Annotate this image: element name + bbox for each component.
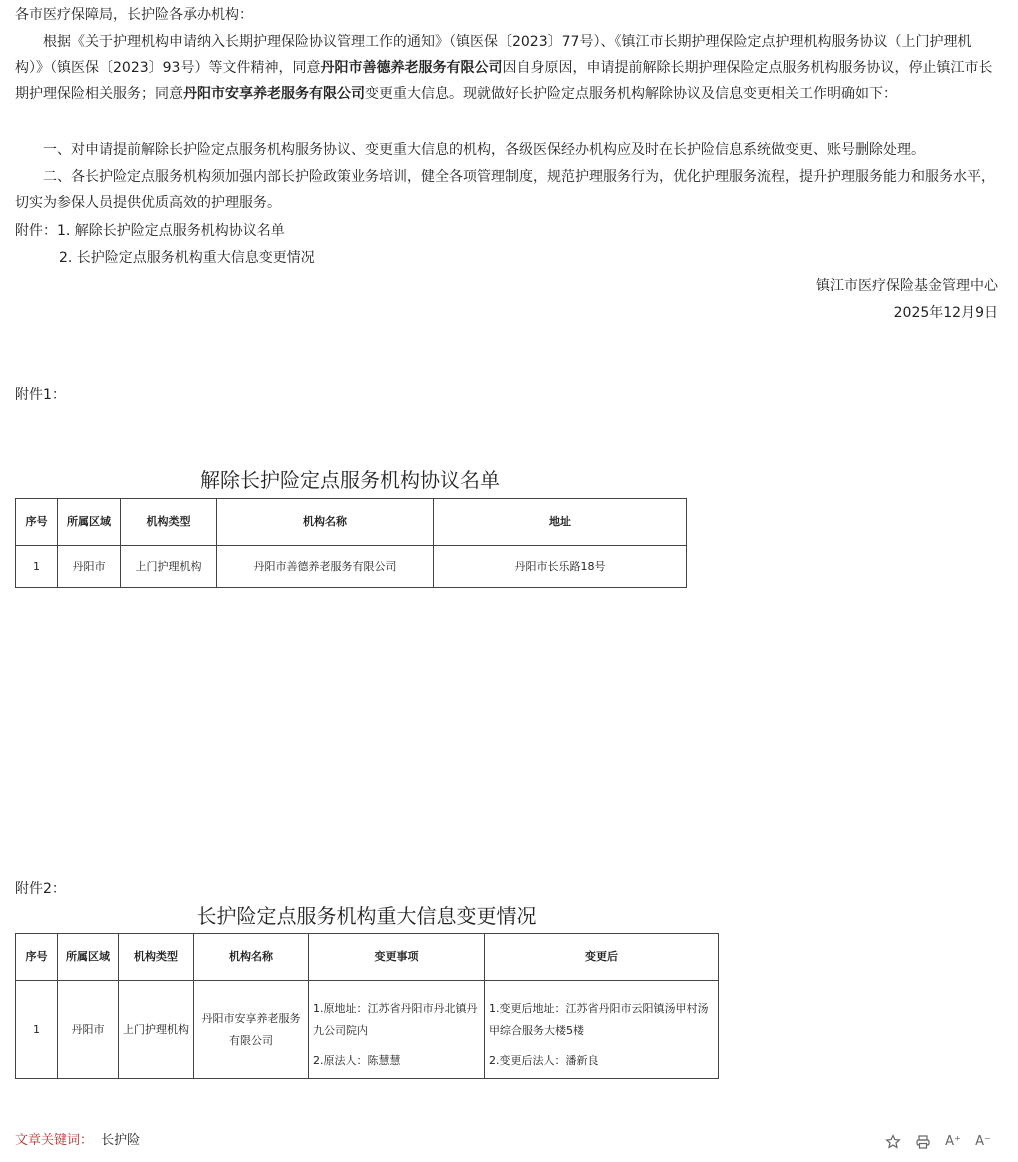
font-decrease-icon[interactable]: A⁻ — [975, 1134, 991, 1149]
attachment2-table — [15, 933, 719, 1079]
cell-after-change — [485, 981, 719, 1079]
header-cell: 地址 — [434, 499, 687, 546]
header-cell: 机构类型 — [119, 934, 194, 981]
cell-no: 1 — [16, 981, 58, 1079]
table-row — [16, 546, 687, 588]
attachment1-title: 解除长护险定点服务机构协议名单 — [200, 468, 500, 492]
after-address: 1.变更后地址：江苏省丹阳市云阳镇汤甲村汤甲综合服务大楼5楼 — [489, 1001, 709, 1037]
table-header-row — [16, 499, 687, 546]
header-cell: 序号 — [16, 499, 58, 546]
article-tools — [884, 1133, 992, 1151]
keyword-link[interactable]: 长护险 — [101, 1133, 141, 1148]
cell-type: 上门护理机构 — [119, 981, 194, 1079]
notice-paragraph-1 — [15, 29, 998, 107]
table-header-row — [16, 934, 719, 981]
cell-region: 丹阳市 — [58, 546, 121, 588]
header-cell: 机构名称 — [194, 934, 309, 981]
para1-text-c: 变更重大信息。现就做好长护险定点服务机构解除协议及信息变更相关工作明确如下： — [365, 86, 897, 102]
keywords-label: 文章关键词： — [15, 1133, 94, 1148]
issuer: 镇江市医疗保险基金管理中心 — [816, 278, 998, 294]
after-legal-person: 2.变更后法人：潘新良 — [489, 1053, 599, 1067]
header-cell: 所属区域 — [58, 499, 121, 546]
cell-name: 丹阳市安享养老服务有限公司 — [194, 981, 309, 1079]
para1-text-a: 根据《关于护理机构申请纳入长期护理保险协议管理工作的通知》（镇医保〔2023〕77号）、《镇江市长期护理保险定点护理机构服务协议（上门护理机构）》（镇医保〔2023〕93号）等文件精神，同意 — [15, 34, 972, 76]
change-original-address: 1.原地址：江苏省丹阳市丹北镇丹九公司院内 — [313, 1001, 478, 1037]
header-cell: 序号 — [16, 934, 58, 981]
cell-region: 丹阳市 — [58, 981, 119, 1079]
keywords — [15, 1131, 140, 1151]
attachment2-title: 长护险定点服务机构重大信息变更情况 — [196, 904, 537, 928]
attachment1-table — [15, 498, 687, 588]
header-cell: 机构类型 — [121, 499, 217, 546]
cell-address: 丹阳市长乐路18号 — [434, 546, 687, 588]
favorite-icon[interactable] — [884, 1133, 902, 1151]
cell-change-items — [309, 981, 485, 1079]
org-name-1: 丹阳市善德养老服务有限公司 — [320, 60, 503, 76]
cell-no: 1 — [16, 546, 58, 588]
print-icon[interactable] — [914, 1133, 932, 1151]
cell-name: 丹阳市善德养老服务有限公司 — [217, 546, 434, 588]
font-increase-icon[interactable]: A⁺ — [945, 1134, 961, 1149]
cell-type: 上门护理机构 — [121, 546, 217, 588]
header-cell: 变更事项 — [309, 934, 485, 981]
attachment2-label: 附件2： — [15, 881, 66, 897]
table-row — [16, 981, 719, 1079]
attachment1-label: 附件1： — [15, 387, 66, 403]
org-name-2: 丹阳市安享养老服务有限公司 — [183, 86, 365, 102]
header-cell: 变更后 — [485, 934, 719, 981]
header-cell: 机构名称 — [217, 499, 434, 546]
salutation: 各市医疗保障局，长护险各承办机构： — [15, 7, 253, 23]
notice-item-2: 二、各长护险定点服务机构须加强内部长护险政策业务培训，健全各项管理制度，规范护理服务行为，优化护理服务流程，提升护理服务能力和服务水平，切实为参保人员提供优质高效的护理服务。 — [15, 169, 995, 211]
header-cell: 所属区域 — [58, 934, 119, 981]
attachments-line-1: 附件：1. 解除长护险定点服务机构协议名单 — [15, 223, 285, 239]
attachments-line-2: 2. 长护险定点服务机构重大信息变更情况 — [59, 250, 315, 266]
change-original-legal-person: 2.原法人：陈慧慧 — [313, 1053, 401, 1067]
notice-item-1: 一、对申请提前解除长护险定点服务机构服务协议、变更重大信息的机构，各级医保经办机构应及时在长护险信息系统做变更、账号删除处理。 — [43, 142, 925, 158]
issue-date: 2025年12月9日 — [893, 305, 998, 321]
para1-text-b: 因自身原因，申请提前解除长期护理保险定点服务机构服务协议，停止镇江市长期护理保险相关服务；同意 — [15, 60, 993, 102]
